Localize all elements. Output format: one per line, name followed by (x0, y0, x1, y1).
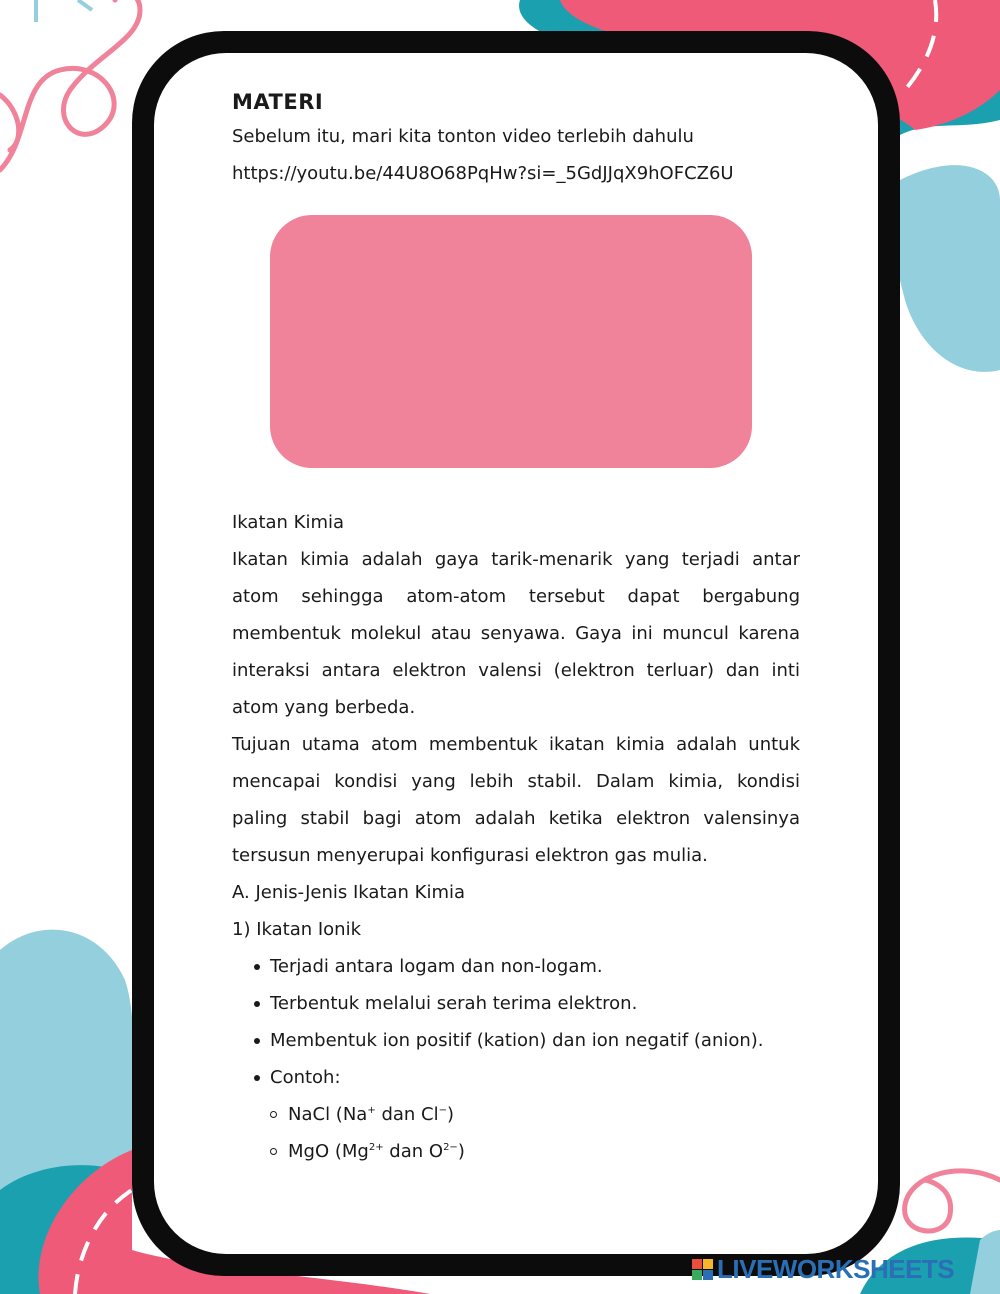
page-title: MATERI (232, 90, 324, 114)
ion-text: dan Cl (375, 1104, 439, 1125)
squiggle-top-left-2 (0, 95, 19, 150)
formula: MgO (288, 1141, 330, 1162)
charge: 2− (443, 1142, 458, 1153)
formula: NaCl (288, 1104, 331, 1125)
paragraph-definition: Ikatan kimia adalah gaya tarik-menarik yang terjadi antar atom sehingga atom-atom tersebut dapat bergabung membentuk molekul atau senyawa. Gaya ini muncul karena interaksi antara elektron valensi (elektron terluar) dan inti atom yang berbeda. (232, 549, 800, 718)
ion-text: ) (457, 1141, 465, 1162)
stroke-top-left-teal-2 (78, 0, 92, 10)
charge: − (438, 1105, 447, 1116)
worksheet-content (232, 86, 800, 1170)
list-item: Membentuk ion positif (kation) dan ion negatif (anion). (252, 1022, 800, 1059)
charge: 2+ (368, 1142, 384, 1153)
squiggle-top-left (0, 0, 140, 170)
example-item-nacl (270, 1096, 800, 1133)
liveworksheets-brand: LIVEWORKSHEETS (717, 1253, 955, 1284)
example-list (232, 1096, 800, 1170)
ionic-bullet-list (232, 948, 800, 1096)
item-heading-ionic: 1) Ikatan Ionik (232, 919, 362, 940)
ion-text: ) (447, 1104, 455, 1125)
liveworksheets-logo-icon (692, 1259, 713, 1280)
subheading-types: A. Jenis-Jenis Ikatan Kimia (232, 882, 466, 903)
list-item: Terjadi antara logam dan non-logam. (252, 948, 800, 985)
ion-text: (Na (330, 1104, 368, 1125)
video-placeholder[interactable] (270, 215, 752, 468)
ion-text: (Mg (329, 1141, 369, 1162)
charge: + (367, 1105, 376, 1116)
list-item: Terbentuk melalui serah terima elektron. (252, 985, 800, 1022)
list-item: Contoh: (252, 1059, 800, 1096)
paragraph-purpose: Tujuan utama atom membentuk ikatan kimia adalah untuk mencapai kondisi yang lebih stabil. Dalam kimia, kondisi paling stabil bagi atom adalah ketika elektron valensinya tersusun menyerupai konfigurasi elektron gas mulia. (232, 734, 800, 866)
ion-text: dan O (383, 1141, 444, 1162)
video-link[interactable]: https://youtu.be/44U8O68PqHw?si=_5GdJJqX9hOFCZ6U (232, 163, 734, 184)
squiggle-bottom-right (905, 1171, 1000, 1231)
liveworksheets-watermark (692, 1254, 954, 1284)
section-title: Ikatan Kimia (232, 512, 345, 533)
example-item-mgo (270, 1133, 800, 1170)
intro-text: Sebelum itu, mari kita tonton video terlebih dahulu (232, 126, 694, 147)
blob-light-blue-top-right (890, 165, 1000, 372)
